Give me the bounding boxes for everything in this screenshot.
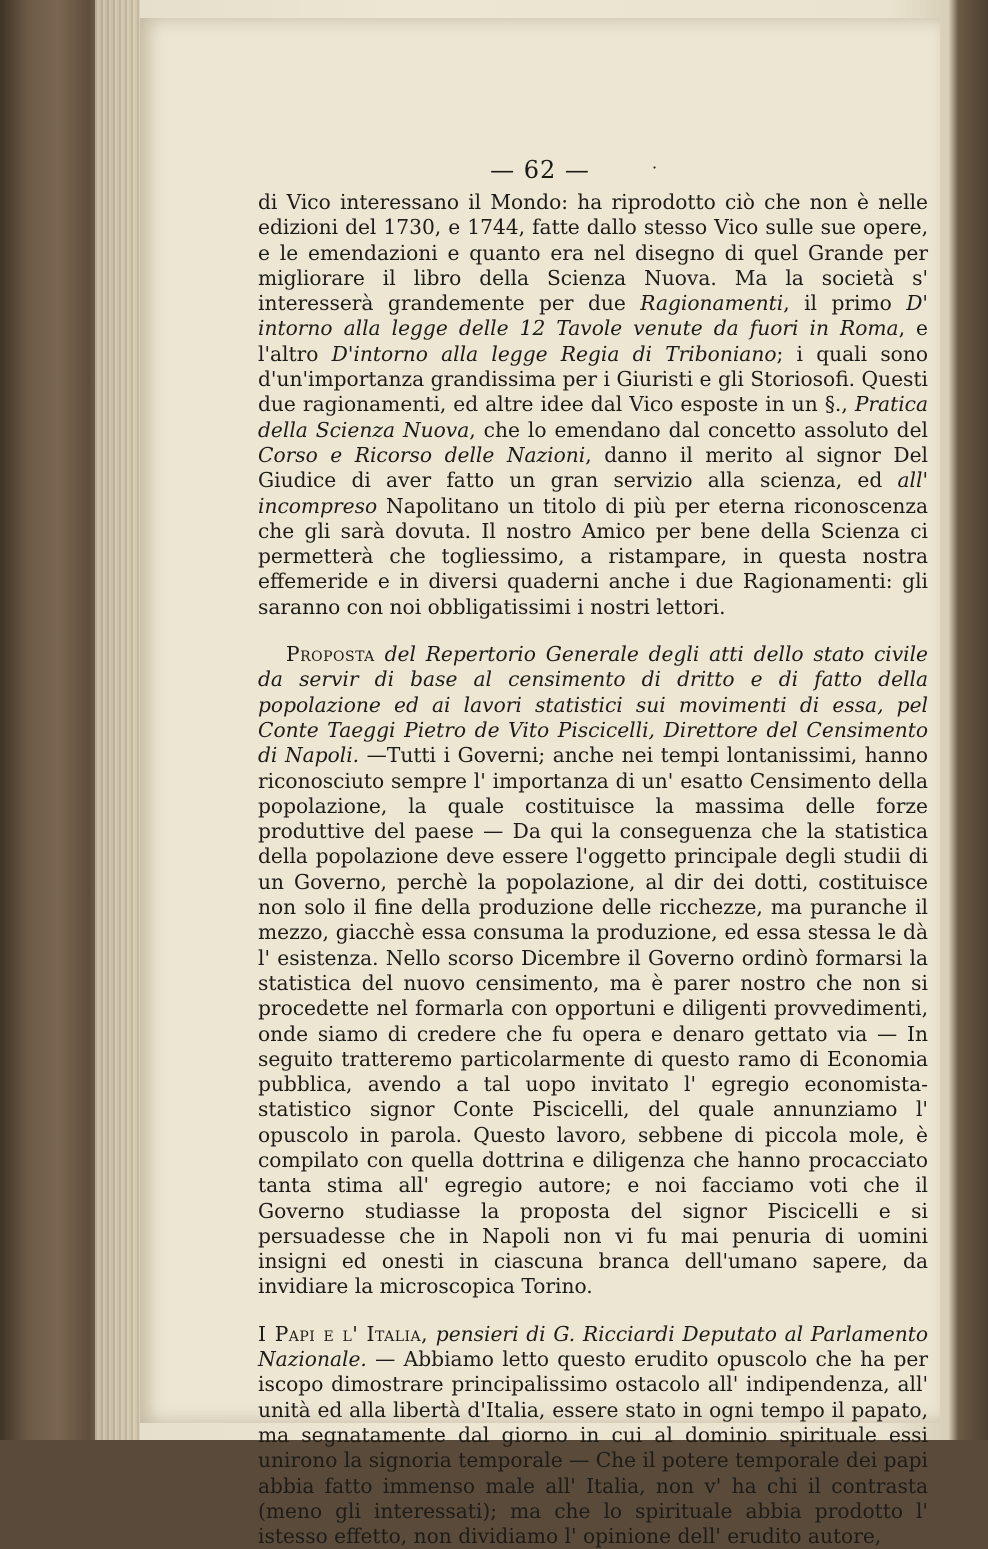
page-edges — [95, 0, 140, 1440]
italic-run: D' intorno alla legge delle 12 Tavole venute da fuori in Roma — [258, 291, 928, 341]
paragraph-proposta — [258, 642, 928, 1300]
page-number — [140, 156, 940, 184]
italic-run: Ragionamenti — [640, 291, 784, 316]
small-caps-title: Proposta — [286, 642, 375, 667]
italic-run: Pratica della Scienza Nuova — [258, 392, 928, 442]
text-run: —Tutti i Governi; anche nei tempi lontanissimi, hanno riconosciuto sempre l' importanza di un' esatto Censimento della popolazione, la quale costituisce la massima delle forze produttive del paese — Da qui la conseguenza che la statistica della popolazione deve essere l'oggetto principale degli studii di un Governo, perchè la popolazione, al dir dei dotti, costituisce non solo il fine della produzione delle ricchezze, ma puranche il mezzo, giacchè essa consuma la produzione, ed essa stessa le dà l' esistenza. Nello scorso Dicembre il Governo ordinò formarsi la statistica del nuovo censimento, ma è parer nostro che non si procedette nel formarla con opportuni e diligenti provvedimenti, onde siamo di credere che fu opera e denaro gettato via — In seguito tratteremo particolarmente di questo ramo di Economia pubblica, avendo a tal uopo invitato l' egregio economista-statistico signor Conte Piscicelli, del quale annunziamo l' opuscolo in parola. Questo lavoro, sebbene di piccola mole, è compilato con quella dottrina e diligenza che hanno procacciato tanta stima all' egregio autore; e noi facciamo voti che il Governo studiasse la proposta del signor Piscicelli e si persuadesse che in Napoli non vi fu mai penuria di uomini insigni ed onesti in ciascuna branca dell'umano sapere, da invidiare la microscopica Torino. — [258, 743, 928, 1299]
text-run: di Vico interessano il Mondo: ha riprodotto ciò che non è nelle edizioni del 1730, e 1744, fatte dallo stesso Vico sulle sue opere, e le emendazioni e quanto era nel disegno di quel Grande per migliorare il libro della Scienza Nuova. Ma la società s' interesserà grandemente per due — [258, 190, 928, 316]
text-run: Napolitano un titolo di più per eterna riconoscenza che gli sarà dovuta. Il nostro Amico per bene della Scienza ci permetterà che togliessimo, a ristampare, in questa nostra effemeride e in diversi quaderni anche i due Ragionamenti: gli saranno con noi obbligatissimi i nostri lettori. — [258, 493, 928, 619]
text-run: , e l'altro — [258, 316, 929, 366]
italic-run: all' incompreso — [258, 468, 928, 518]
text-run: , il primo — [783, 291, 907, 316]
paragraph-vico — [258, 190, 928, 620]
italic-run: del Repertorio Generale degli atti dello stato civile da servir di base al censimento di dritto e di fatto della popolazione ed ai lavori statistici sui movimenti di essa, pel Conte Taeggi Pietro de Vito Piscicelli, Direttore del Censimento di Napoli. — [258, 642, 928, 768]
italic-run: Corso e Ricorso delle Nazioni — [258, 442, 586, 467]
page-number-text: — 62 — — [490, 156, 590, 184]
text-run: , che lo emendano dal concetto assoluto del — [469, 417, 928, 442]
italic-run: pensieri di G. Ricciardi Deputato al Parlamento Nazionale. — [258, 1321, 929, 1372]
small-caps-title: I Papi e l' Italia, — [258, 1321, 429, 1346]
italic-run: D'intorno alla legge Regia di Triboniano — [331, 341, 777, 366]
text-run: ; i quali sono d'un'importanza grandissima per i Giuristi e gli Storiosofi. Questi due ragionamenti, ed altre idee dal Vico esposte in un §., — [258, 341, 928, 417]
page-body — [258, 190, 928, 1549]
book-page — [140, 18, 940, 1549]
text-run: , danno il merito al signor Del Giudice di aver fatto un gran servizio alla scienza, ed — [258, 442, 928, 493]
text-run: — Abbiamo letto questo erudito opuscolo che ha per iscopo dimostrare principalissimo ostacolo all' indipendenza, all' unità ed alla libertà d'Italia, essere stato in ogni tempo il papato, ma segnatamente dal giorno in cui al dominio spirituale essi unirono la signoria temporale — Che il potere temporale dei papi abbia fatto immenso male all' Italia, non v' ha chi il contrasta (meno gli interessati); ma che lo spirituale abbia prodotto l' istesso effetto, non dividiamo l' opinione dell' erudito autore, — [258, 1347, 928, 1549]
header-dot: · — [652, 158, 659, 177]
paragraph-papi — [258, 1322, 928, 1549]
